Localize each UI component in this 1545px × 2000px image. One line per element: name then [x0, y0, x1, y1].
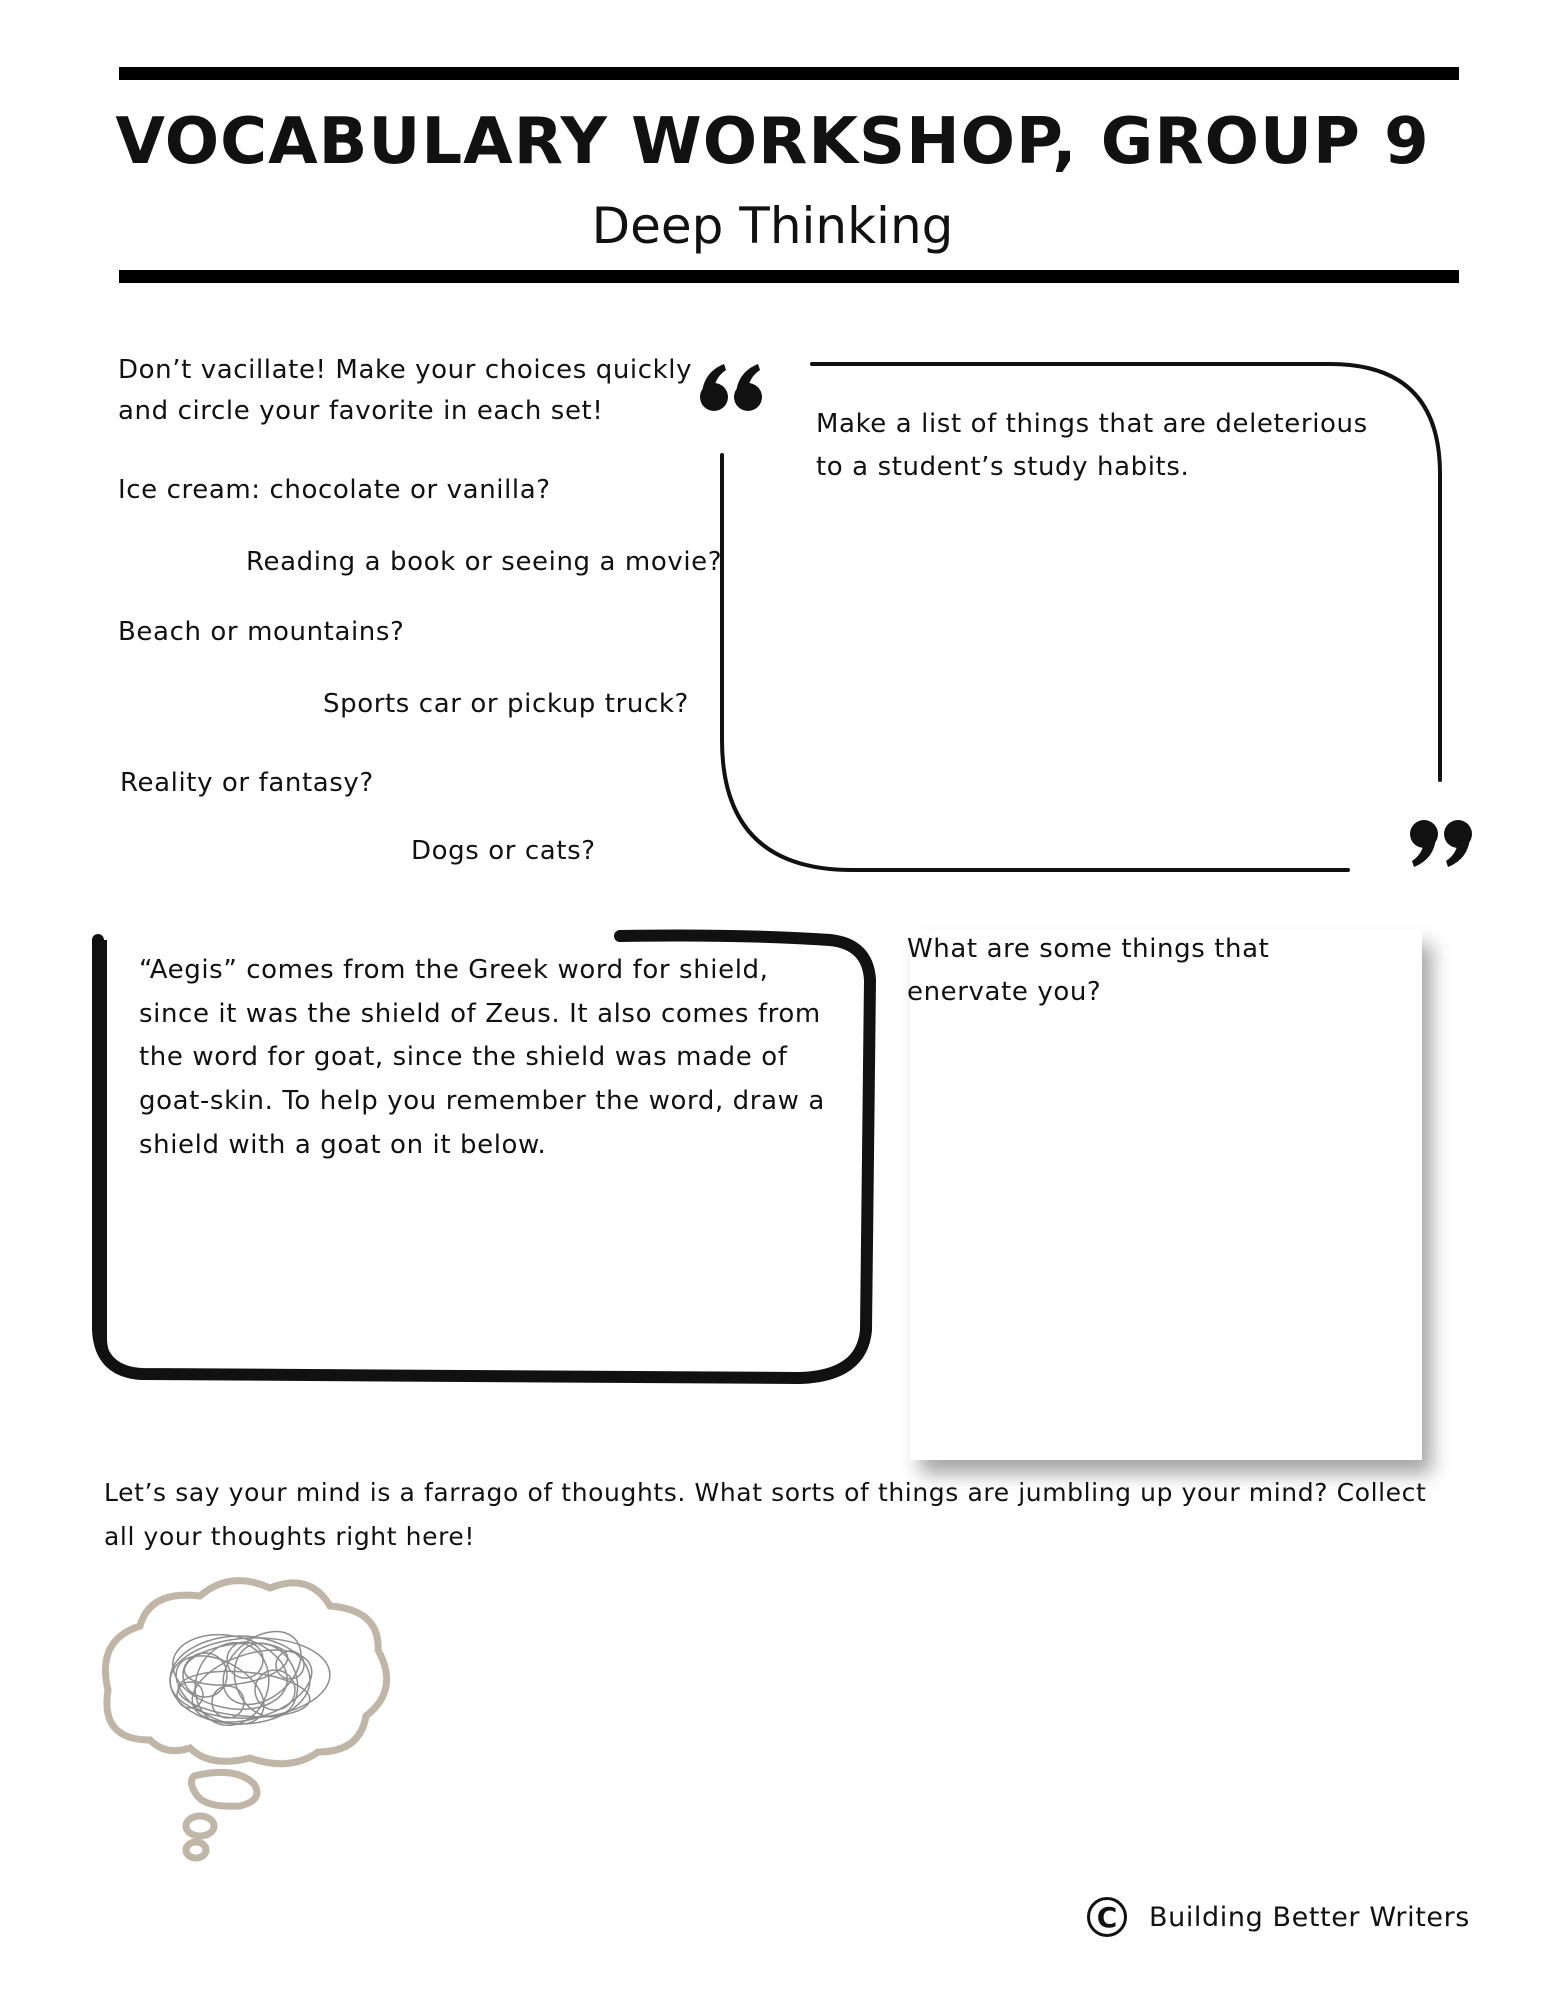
choice-item[interactable]: Reality or fantasy? [120, 768, 374, 798]
enervate-prompt-line2: enervate you? [907, 977, 1102, 1007]
footer-brand: Building Better Writers [1149, 1901, 1470, 1933]
choice-item[interactable]: Dogs or cats? [411, 836, 596, 866]
choices-intro-line1: Don’t vacillate! Make your choices quickly [118, 355, 693, 385]
choice-item[interactable]: Ice cream: chocolate or vanilla? [118, 475, 551, 505]
page-title: VOCABULARY WORKSHOP, GROUP 9 [115, 105, 1430, 179]
aegis-text-line: shield with a goat on it below. [139, 1130, 547, 1160]
quote-box-prompt-line2: to a student’s study habits. [816, 452, 1190, 482]
choice-item[interactable]: Beach or mountains? [118, 617, 405, 647]
aegis-text-line: “Aegis” comes from the Greek word for shield, [139, 955, 769, 985]
aegis-text-line: the word for goat, since the shield was made of [139, 1042, 788, 1072]
quote-box-prompt-line1: Make a list of things that are deleterious [816, 409, 1368, 439]
page-subtitle: Deep Thinking [591, 197, 954, 255]
farrago-prompt-line1: Let’s say your mind is a farrago of thoughts. What sorts of things are jumbling up your mind? Collect [104, 1478, 1427, 1507]
choice-item[interactable]: Reading a book or seeing a movie? [246, 547, 723, 577]
choices-intro-line2: and circle your favorite in each set! [118, 396, 604, 426]
choice-item[interactable]: Sports car or pickup truck? [323, 689, 689, 719]
aegis-text-line: goat-skin. To help you remember the word, draw a [139, 1086, 825, 1116]
footer-credit [1087, 1893, 1470, 1941]
enervate-prompt-line1: What are some things that [907, 934, 1270, 964]
copyright-icon: C [1087, 1897, 1127, 1937]
farrago-prompt-line2: all your thoughts right here! [104, 1522, 476, 1551]
aegis-text-line: since it was the shield of Zeus. It also comes from [139, 999, 821, 1029]
